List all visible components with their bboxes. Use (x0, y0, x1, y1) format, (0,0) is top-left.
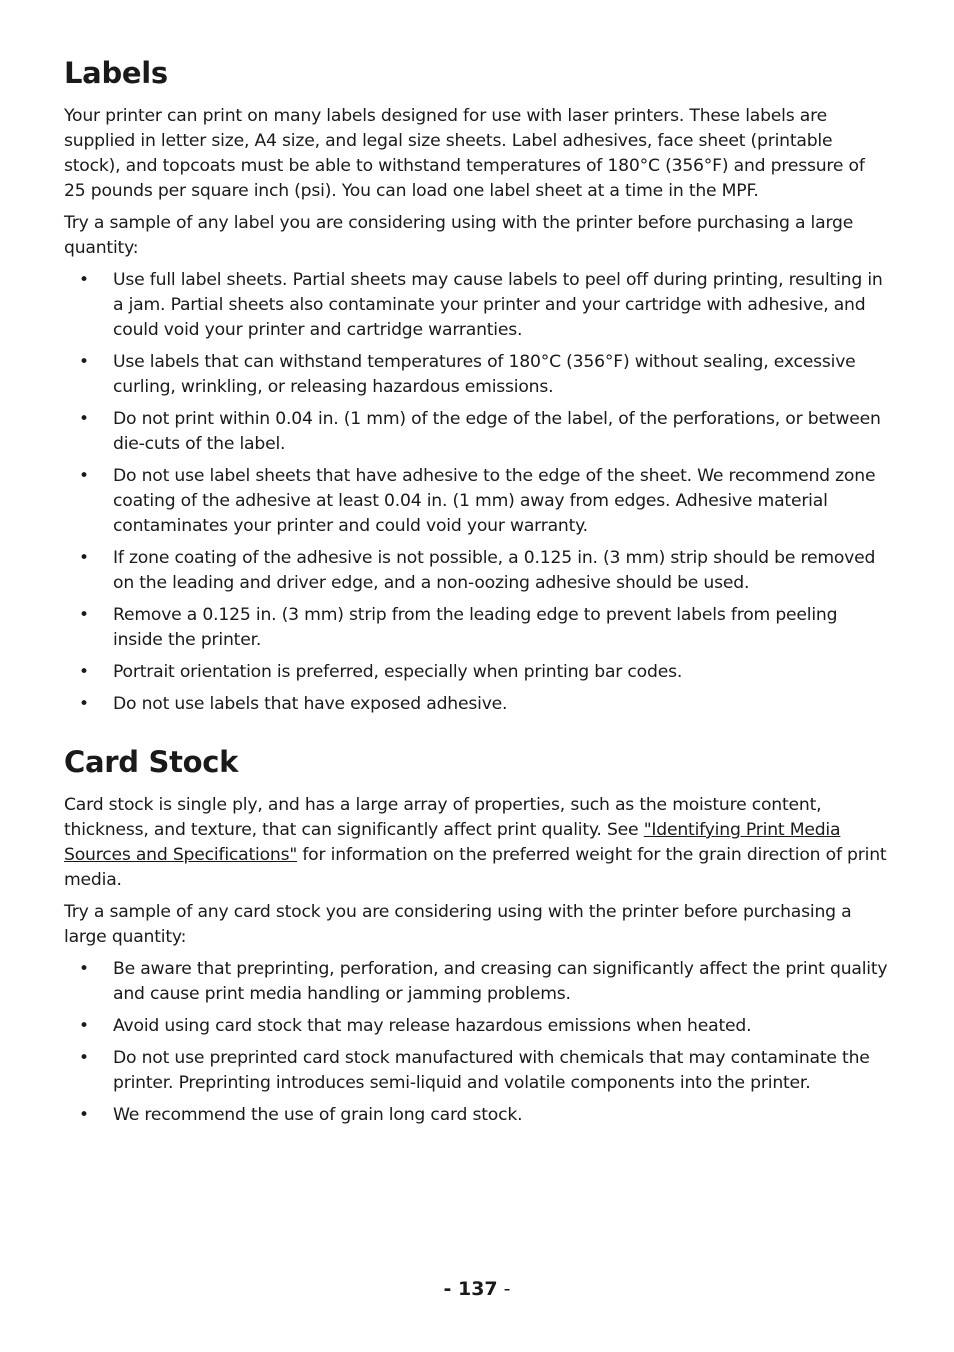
list-item: • Avoid using card stock that may release hazardous emissions when heated. (64, 1014, 888, 1039)
bullet-icon: • (79, 548, 89, 568)
bullet-icon: • (79, 694, 89, 714)
identifying-print-media-link[interactable]: "Identifying Print Media Sources and Specifications" (64, 820, 841, 865)
card-stock-intro-paragraph: Card stock is single ply, and has a large array of properties, such as the moisture content, thickness, and texture, that can significantly affect print quality. See "Identifying Print Media Sources and Specifications" for information on the preferred weight for the grain direction of print media. (64, 795, 887, 890)
labels-heading: Labels (64, 56, 168, 90)
bullet-icon: • (79, 352, 89, 372)
bullet-icon: • (79, 409, 89, 429)
card-stock-bullet-list (64, 957, 888, 1128)
bullet-icon: • (79, 1016, 89, 1036)
card-stock-sample-paragraph: Try a sample of any card stock you are considering using with the printer before purchasing a large quantity: (64, 902, 852, 947)
list-item: • If zone coating of the adhesive is not possible, a 0.125 in. (3 mm) strip should be removed on the leading and driver edge, and a non-oozing adhesive should be used. (79, 548, 876, 593)
bullet-icon: • (79, 466, 89, 486)
list-item: • Be aware that preprinting, perforation, and creasing can significantly affect the print quality and cause print media handling or jamming problems. (79, 959, 888, 1004)
bullet-icon: • (79, 605, 89, 625)
footer-suffix: - (497, 1278, 511, 1300)
list-item: • We recommend the use of grain long card stock. (64, 1103, 888, 1128)
bullet-icon: • (79, 959, 89, 979)
document-page (64, 50, 888, 1135)
page-footer (0, 1278, 954, 1300)
card-stock-heading: Card Stock (64, 745, 239, 779)
bullet-icon: • (79, 1048, 89, 1068)
list-item: • Do not print within 0.04 in. (1 mm) of the edge of the label, of the perforations, or between die-cuts of the label. (79, 409, 881, 454)
list-item: • Portrait orientation is preferred, especially when printing bar codes. (64, 660, 888, 685)
page-number: 137 (457, 1278, 498, 1300)
bullet-icon: • (79, 270, 89, 290)
labels-bullet-list (64, 268, 888, 717)
list-item: • Do not use labels that have exposed adhesive. (64, 692, 888, 717)
list-item: • Use full label sheets. Partial sheets may cause labels to peel off during printing, resulting in a jam. Partial sheets also contaminate your printer and your cartridge with adhesive, and could void your printer and cartridge warranties. (79, 270, 883, 340)
labels-intro-paragraph: Your printer can print on many labels designed for use with laser printers. These labels are supplied in letter size, A4 size, and legal size sheets. Label adhesives, face sheet (printable stock), and topcoats must be able to withstand temperatures of 180°C (356°F) and pressure of 25 pounds per square inch (psi). You can load one label sheet at a time in the MPF. (64, 106, 865, 201)
list-item: • Remove a 0.125 in. (3 mm) strip from the leading edge to prevent labels from peeling inside the printer. (79, 605, 838, 650)
list-item: • Use labels that can withstand temperatures of 180°C (356°F) without sealing, excessive curling, wrinkling, or releasing hazardous emissions. (79, 352, 856, 397)
labels-sample-paragraph: Try a sample of any label you are considering using with the printer before purchasing a large quantity: (64, 213, 854, 258)
bullet-icon: • (79, 662, 89, 682)
bullet-icon: • (79, 1105, 89, 1125)
footer-prefix: - (443, 1278, 458, 1300)
list-item: • Do not use preprinted card stock manufactured with chemicals that may contaminate the printer. Preprinting introduces semi-liquid and volatile components into the printer. (79, 1048, 870, 1093)
list-item: • Do not use label sheets that have adhesive to the edge of the sheet. We recommend zone coating of the adhesive at least 0.04 in. (1 mm) away from edges. Adhesive material contaminates your printer and could void your warranty. (79, 466, 876, 536)
